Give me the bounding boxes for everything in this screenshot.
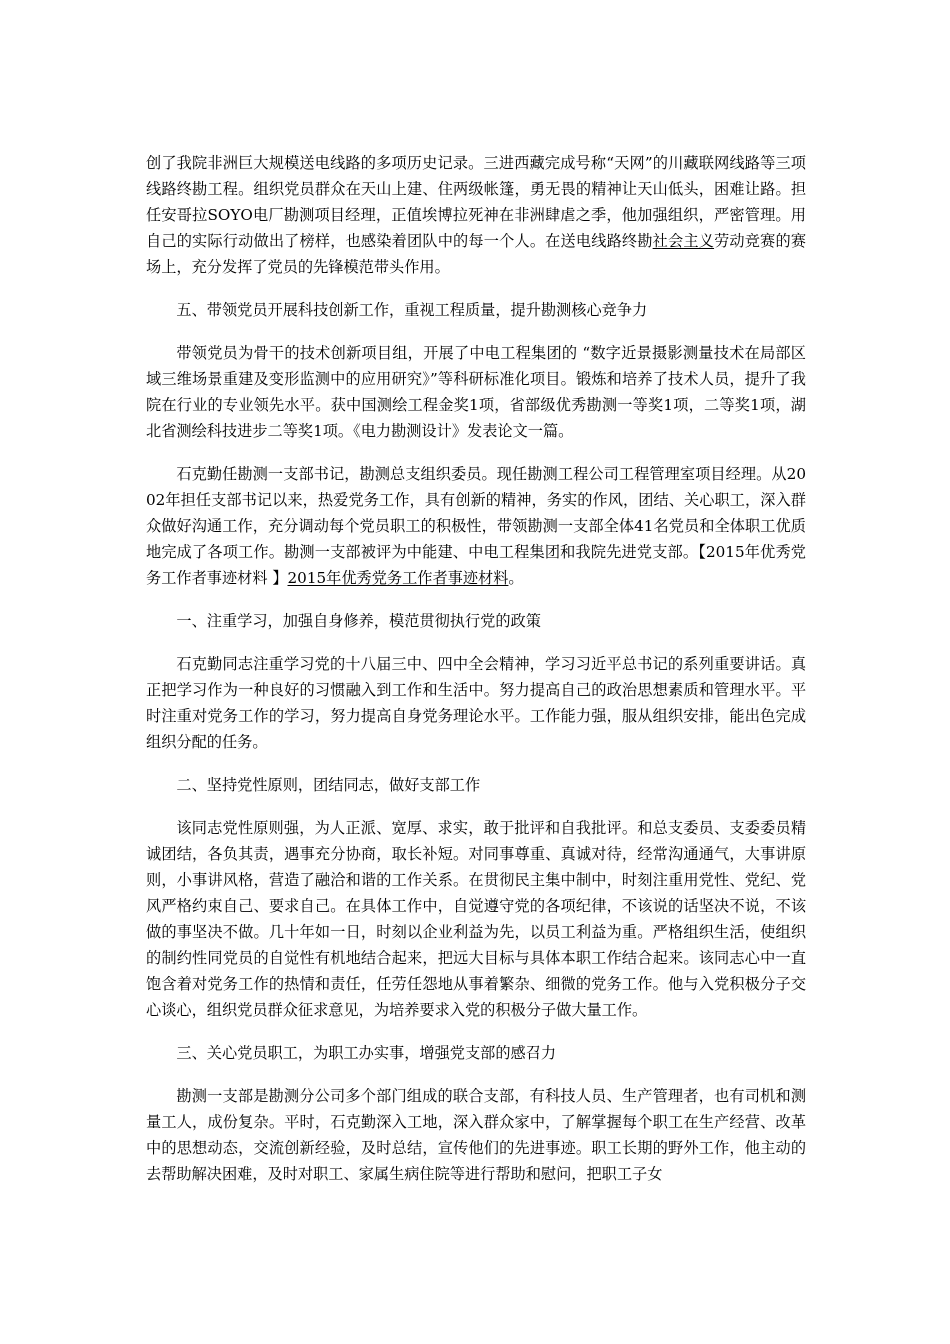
paragraph-text: 创了我院非洲巨大规模送电线路的多项历史记录。三进西藏完成号称“天网”的川藏联网线路等三项线路终勘工程。组织党员群众在天山上建、住两级帐篷，勇无畏的精神让天山低头，困难让路。担任安哥拉SOYO电厂勘测项目经理，正值埃博拉死神在非洲肆虐之季，他加强组织，严密管理。用自己的实际行动做出了榜样，也感染着团队中的每一个人。在送电线路终勘	[146, 154, 806, 250]
paragraph-text: 劳动竞赛的赛场上，充分发挥了党员的先锋模范带头作用。	[146, 232, 807, 276]
paragraph-care-staff: 勘测一支部是勘测分公司多个部门组成的联合支部，有科技人员、生产管理者，也有司机和测量工人，成份复杂。平时，石克勤深入工地，深入群众家中，了解掌握每个职工在生产经营、改革中的思想动态，交流创新经验，及时总结，宣传他们的先进事迹。职工长期的野外工作，他主动的去帮助解决困难，及时对职工、家属生病住院等进行帮助和慰问，把职工子女	[146, 1087, 806, 1183]
link-socialism[interactable]: 社会主义	[652, 232, 715, 250]
section-heading-3: 三、关心党员职工，为职工办实事，增强党支部的感召力	[176, 1044, 557, 1062]
paragraph-continued	[146, 150, 806, 280]
section-heading-2: 二、坚持党性原则，团结同志，做好支部工作	[176, 776, 481, 794]
paragraph-text: 。	[508, 569, 524, 587]
section-heading-5: 五、带领党员开展科技创新工作，重视工程质量，提升勘测核心竞争力	[176, 301, 648, 319]
paragraph-tech-innovation: 带领党员为骨干的技术创新项目组，开展了中电工程集团的 “数字近景摄影测量技术在局部区域三维场景重建及变形监测中的应用研究》”等科研标准化项目。锻炼和培养了技术人员，提升了我院在行业的专业领先水平。获中国测绘工程金奖1项，省部级优秀勘测一等奖1项，二等奖1项，湖北省测绘科技进步二等奖1项。《电力勘测设计》发表论文一篇。	[146, 344, 806, 440]
paragraph-text: 石克勤任勘测一支部书记，勘测总支组织委员。现任勘测工程公司工程管理室项目经理。从2002年担任支部书记以来，热爱党务工作，具有创新的精神，务实的作风，团结、关心职工，深入群众做好沟通工作，充分调动每个党员职工的积极性，带领勘测一支部全体41名党员和全体职工优质地完成了各项工作。勘测一支部被评为中能建、中电工程集团和我院先进党支部。【2015年优秀党务工作者事迹材料 】	[146, 465, 806, 587]
document-body	[146, 150, 806, 1187]
paragraph-study: 石克勤同志注重学习党的十八届三中、四中全会精神，学习习近平总书记的系列重要讲话。真正把学习作为一种良好的习惯融入到工作和生活中。努力提高自己的政治思想素质和管理水平。平时注重对党务工作的学习，努力提高自身党务理论水平。工作能力强，服从组织安排，能出色完成组织分配的任务。	[146, 655, 806, 751]
link-2015-materials[interactable]: 2015年优秀党务工作者事迹材料	[287, 569, 509, 587]
section-heading-1: 一、注重学习，加强自身修养，模范贯彻执行党的政策	[176, 612, 541, 630]
paragraph-intro-shi-keqin	[146, 461, 806, 591]
paragraph-party-principle: 该同志党性原则强，为人正派、宽厚、求实，敢于批评和自我批评。和总支委员、支委委员精诚团结，各负其责，遇事充分协商，取长补短。对同事尊重、真诚对待，经常沟通通气，大事讲原则，小事讲风格，营造了融洽和谐的工作关系。在贯彻民主集中制中，时刻注重用党性、党纪、党风严格约束自己、要求自己。在具体工作中，自觉遵守党的各项纪律，不该说的话坚决不说，不该做的事坚决不做。几十年如一日，时刻以企业利益为先，以员工利益为重。严格组织生活，使组织的制约性同党员的自觉性有机地结合起来，把远大目标与具体本职工作结合起来。该同志心中一直饱含着对党务工作的热情和责任，任劳任怨地从事着繁杂、细微的党务工作。他与入党积极分子交心谈心，组织党员群众征求意见，为培养要求入党的积极分子做大量工作。	[146, 819, 806, 1019]
